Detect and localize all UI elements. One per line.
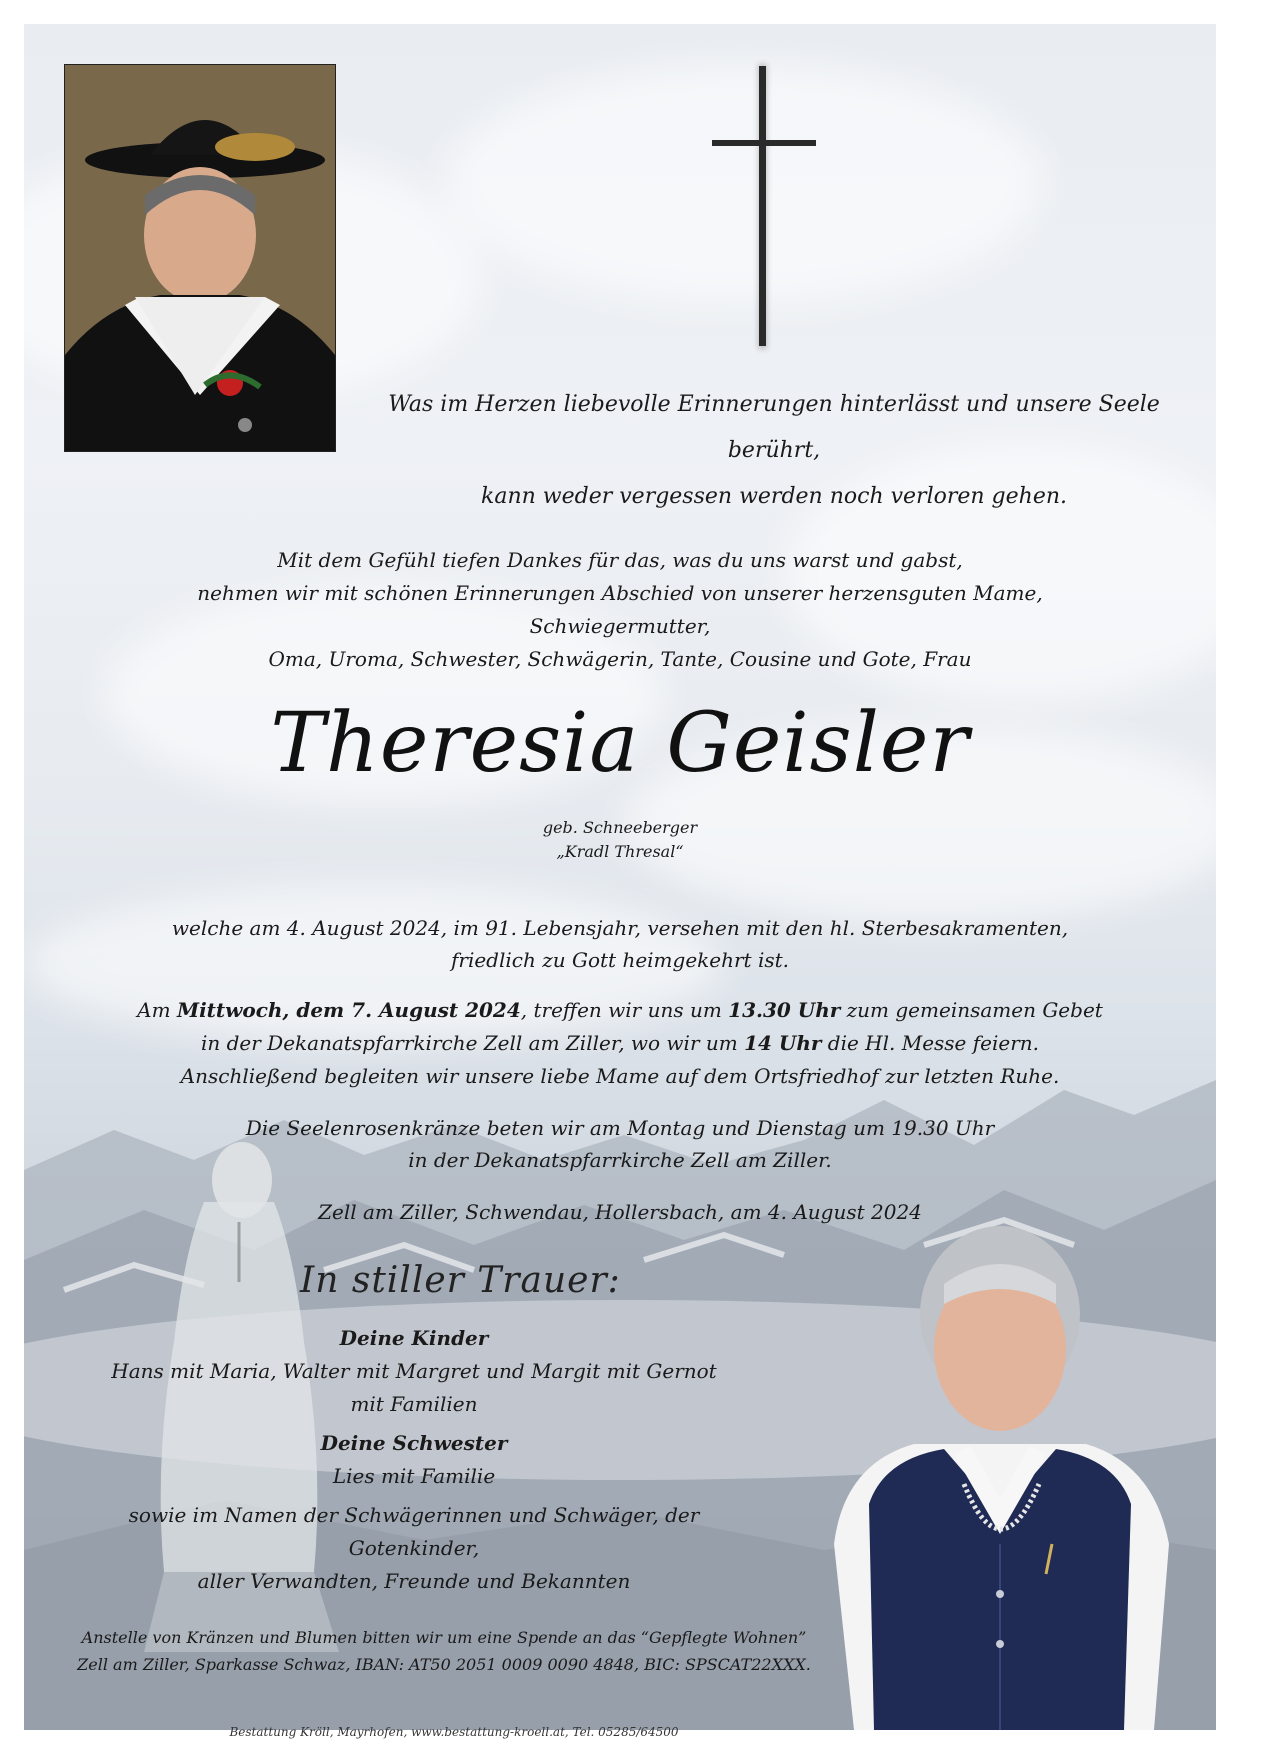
children-title: Deine Kinder [339, 1326, 489, 1350]
sister-title: Deine Schwester [320, 1431, 508, 1455]
portrait-photo-elderly [824, 1214, 1216, 1730]
birth-name: geb. Schneeberger [542, 818, 698, 837]
cross-icon [704, 64, 824, 354]
birth-name-block [470, 816, 770, 864]
mourners-list: Deine Kinder Hans mit Maria, Walter mit Margret und Margit mit Gernot mit Familien Deine Schwester Lies mit Familie sowie im Namen der Schwägerinnen und Schwäger, der Gotenkinder, aller Verwandten, Freunde und Bekannten [111, 1326, 717, 1593]
memorial-quote: Was im Herzen liebevolle Erinnerungen hinterlässt und unsere Seele berührt, kann weder vergessen werden noch verloren gehen. [388, 392, 1160, 509]
funeral-home-footer: Bestattung Kröll, Mayrhofen, www.bestattung-kroell.at, Tel. 05285/64500 [229, 1725, 679, 1739]
mourning-title: In stiller Trauer: [300, 1260, 621, 1301]
nickname: „Kradl Thresal“ [556, 842, 684, 861]
obituary-sheet [24, 24, 1216, 1739]
place-and-date: Zell am Ziller, Schwendau, Hollersbach, am 4. August 2024 [318, 1200, 922, 1224]
funeral-details: Am Mittwoch, dem 7. August 2024, treffen wir uns um 13.30 Uhr zum gemeinsamen Gebet in der Dekanatspfarrkirche Zell am Ziller, wo wir um 14 Uhr die Hl. Messe feiern. Anschließend begleiten wir unsere liebe Mame auf dem Ortsfriedhof zur letzten Ruhe. [137, 998, 1103, 1088]
death-notice: welche am 4. August 2024, im 91. Lebensjahr, versehen mit den hl. Sterbesakramenten, friedlich zu Gott heimgekehrt ist. [171, 916, 1069, 972]
rosary-details: Die Seelenrosenkränze beten wir am Montag und Dienstag um 19.30 Uhr in der Dekanatspfarrkirche Zell am Ziller. [245, 1116, 995, 1172]
donation-note: Anstelle von Kränzen und Blumen bitten wir um eine Spende an das “Gepflegte Wohnen” Zell am Ziller, Sparkasse Schwaz, IBAN: AT50 2051 0009 0090 4848, BIC: SPSCAT22XXX. [77, 1628, 811, 1674]
portrait-photo-traditional-costume [64, 64, 336, 452]
farewell-intro: Mit dem Gefühl tiefen Dankes für das, was du uns warst und gabst, nehmen wir mit schönen Erinnerungen Abschied von unserer herzensguten Mame, Schwiegermutter, Oma, Uroma, Schwester, Schwägerin, Tante, Cousine und Gote, Frau [197, 548, 1043, 671]
deceased-name: Theresia Geisler [270, 696, 970, 791]
